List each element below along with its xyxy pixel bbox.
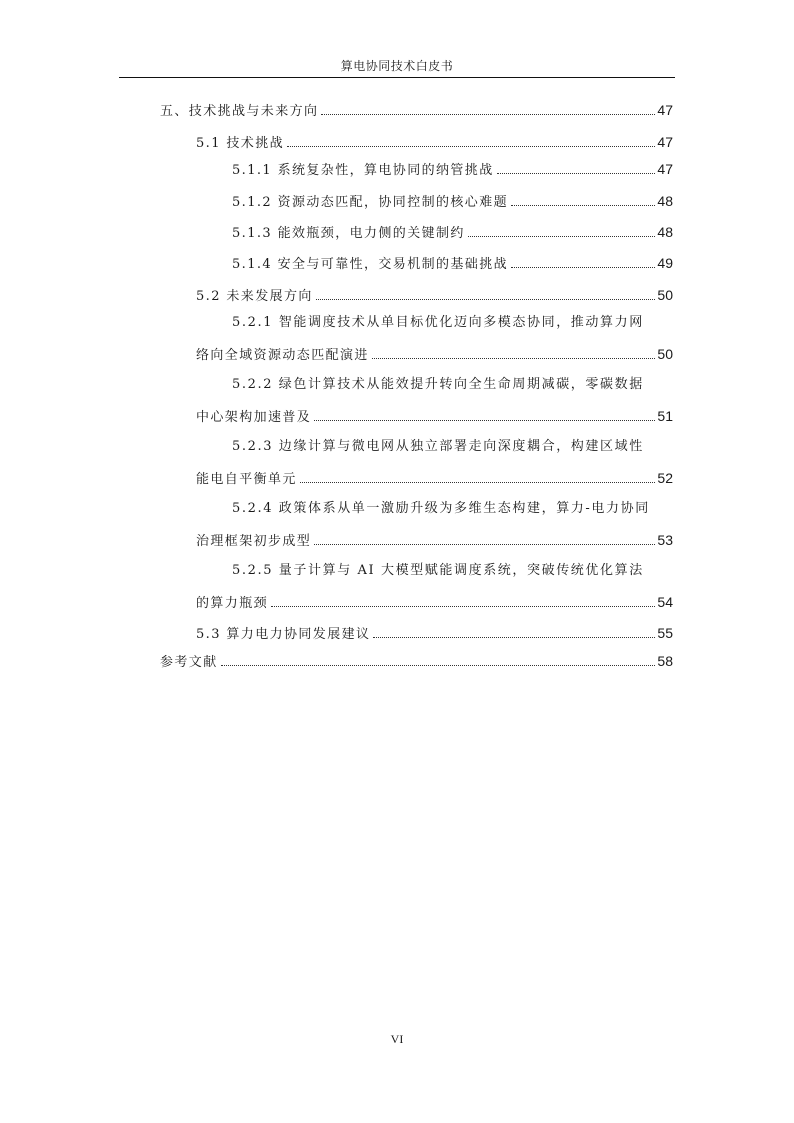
toc-entry-page: 50 [657, 287, 673, 303]
toc-entry-label: 5.1.2 资源动态匹配，协同控制的核心难题 [232, 195, 509, 210]
dot-leader [373, 637, 655, 638]
toc-entry-5-1-2[interactable] [232, 191, 673, 211]
toc-entry-5-2-1[interactable] [196, 344, 673, 364]
toc-entry-5-1-1[interactable] [232, 159, 673, 179]
toc-entry-5-2-1-line1[interactable]: 5.2.1 智能调度技术从单目标优化迈向多模态协同，推动算力网 [232, 315, 644, 330]
dot-leader [372, 358, 656, 359]
toc-entry-label: 治理框架初步成型 [196, 534, 312, 549]
toc-entry-page: 47 [657, 134, 673, 150]
dot-leader [300, 482, 656, 483]
dot-leader [511, 205, 655, 206]
toc-entry-label: 的算力瓶颈 [196, 596, 269, 611]
toc-entry-label: 5.2 未来发展方向 [196, 289, 313, 304]
toc-entry-page: 47 [657, 102, 673, 118]
toc-entry-page: 49 [657, 255, 673, 271]
dot-leader [497, 173, 656, 174]
toc-entry-label: 5.1.3 能效瓶颈，电力侧的关键制约 [232, 226, 465, 241]
toc-entry-page: 55 [657, 625, 673, 641]
dot-leader [468, 236, 656, 237]
toc-entry-page: 53 [657, 532, 673, 548]
dot-leader [316, 299, 656, 300]
toc-entry-references[interactable] [160, 651, 673, 671]
toc-entry-5-2-3[interactable] [196, 468, 673, 488]
toc-entry-5-3[interactable] [196, 623, 673, 643]
toc-entry-page: 50 [657, 346, 673, 362]
toc-entry-label: 5.3 算力电力协同发展建议 [196, 627, 371, 642]
dot-leader [314, 544, 655, 545]
toc-entry-page: 54 [657, 594, 673, 610]
toc-entry-page: 47 [657, 161, 673, 177]
toc-entry-label: 5.1 技术挑战 [196, 136, 285, 151]
toc-entry-5-2-4-line1[interactable]: 5.2.4 政策体系从单一激励升级为多维生态构建，算力-电力协同 [232, 501, 650, 516]
toc-entry-5-2-3-line1[interactable]: 5.2.3 边缘计算与微电网从独立部署走向深度耦合，构建区域性 [232, 439, 644, 454]
dot-leader [321, 114, 655, 115]
toc-entry-page: 52 [657, 470, 673, 486]
toc-entry-label: 5.1.4 安全与可靠性，交易机制的基础挑战 [232, 257, 509, 272]
toc-entry-page: 51 [657, 408, 673, 424]
toc-entry-label: 络向全域资源动态匹配演进 [196, 348, 369, 363]
toc-entry-5-2-2-line1[interactable]: 5.2.2 绿色计算技术从能效提升转向全生命周期减碳，零碳数据 [232, 377, 644, 392]
toc-entry-5-2[interactable] [196, 285, 673, 305]
toc-entry-5-1-4[interactable] [232, 253, 673, 273]
dot-leader [314, 420, 655, 421]
toc-entry-5-2-5[interactable] [196, 592, 673, 612]
dot-leader [271, 606, 655, 607]
dot-leader [511, 267, 655, 268]
toc-entry-page: 48 [657, 193, 673, 209]
toc-entry-page: 58 [657, 653, 673, 669]
toc-entry-label: 能电自平衡单元 [196, 472, 297, 487]
header-rule [119, 77, 675, 78]
toc-entry-label: 参考文献 [160, 655, 218, 670]
toc-entry-label: 五、技术挑战与未来方向 [160, 104, 319, 119]
toc-entry-chapter-5[interactable] [160, 100, 673, 120]
dot-leader [287, 146, 655, 147]
header-title: 算电协同技术白皮书 [340, 59, 454, 73]
toc-entry-label: 中心架构加速普及 [196, 410, 312, 425]
toc-entry-label: 5.1.1 系统复杂性，算电协同的纳管挑战 [232, 163, 494, 178]
toc-entry-5-2-5-line1[interactable]: 5.2.5 量子计算与 AI 大模型赋能调度系统，突破传统优化算法 [232, 563, 644, 578]
toc-entry-page: 48 [657, 224, 673, 240]
toc-entry-5-1[interactable] [196, 132, 673, 152]
page-number: VI [390, 1032, 404, 1046]
dot-leader [221, 665, 656, 666]
toc-entry-5-2-2[interactable] [196, 406, 673, 426]
toc-entry-5-1-3[interactable] [232, 222, 673, 242]
toc-entry-5-2-4[interactable] [196, 530, 673, 550]
